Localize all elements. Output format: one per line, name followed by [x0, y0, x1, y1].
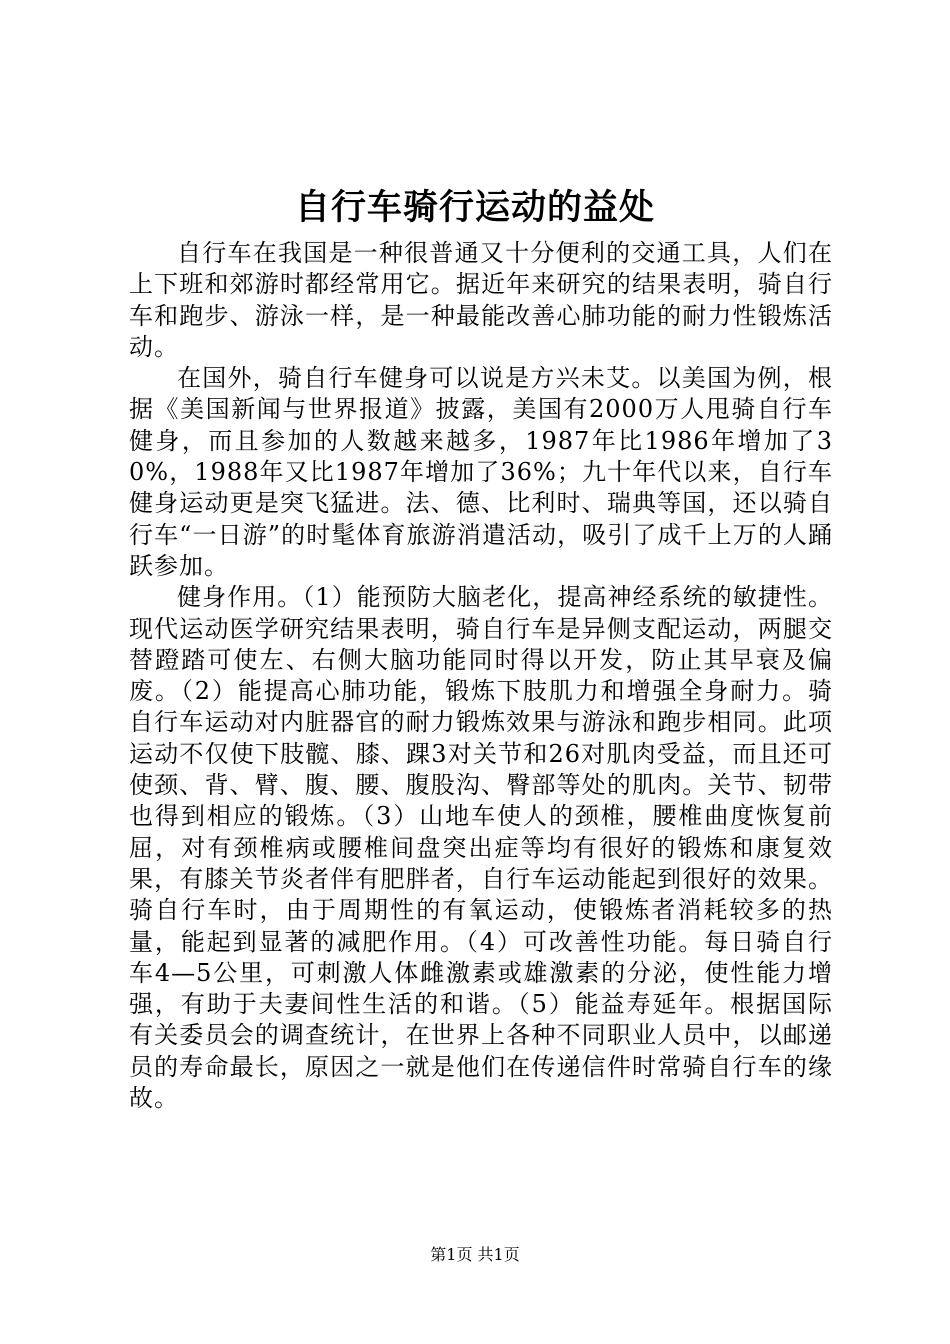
paragraph-intro: 自行车在我国是一种很普通又十分便利的交通工具，人们在上下班和郊游时都经常用它。据近年来研究的结果表明，骑自行车和跑步、游泳一样，是一种最能改善心肺功能的耐力性锻炼活动。: [129, 239, 833, 361]
document-body: [129, 238, 833, 1114]
paragraph-benefits: 健身作用。（1）能预防大脑老化，提高神经系统的敏捷性。现代运动医学研究结果表明，骑自行车是异侧支配运动，两腿交替蹬踏可使左、右侧大脑功能同时得以开发，防止其早衰及偏废。（2）能提高心肺功能，锻炼下肢肌力和增强全身耐力。骑自行车运动对内脏器官的耐力锻炼效果与游泳和跑步相同。此项运动不仅使下肢髋、膝、踝3对关节和26对肌肉受益，而且还可使颈、背、臂、腹、腰、腹股沟、臀部等处的肌肉。关节、韧带也得到相应的锻炼。（3）山地车使人的颈椎，腰椎曲度恢复前屈，对有颈椎病或腰椎间盘突出症等均有很好的锻炼和康复效果，有膝关节炎者伴有肥胖者，自行车运动能起到很好的效果。骑自行车时，由于周期性的有氧运动，使锻炼者消耗较多的热量，能起到显著的减肥作用。（4）可改善性功能。每日骑自行车4—5公里，可刺激人体雌激素或雄激素的分泌，使性能力增强，有助于夫妻间性生活的和谐。（5）能益寿延年。根据国际有关委员会的调查统计，在世界上各种不同职业人员中，以邮递员的寿命最长，原因之一就是他们在传递信件时常骑自行车的缘故。: [129, 583, 833, 1113]
paragraph-abroad: 在国外，骑自行车健身可以说是方兴未艾。以美国为例，根据《美国新闻与世界报道》披露，美国有2000万人甩骑自行车健身，而且参加的人数越来越多，1987年比1986年增加了30%，1988年又比1987年增加了36%；九十年代以来，自行车健身运动更是突飞猛进。法、德、比利时、瑞典等国，还以骑自行车“一日游”的时髦体育旅游消遣活动，吸引了成千上万的人踊跃参加。: [129, 364, 833, 580]
page-title: 自行车骑行运动的益处: [294, 188, 655, 228]
page-number: 第1页 共1页: [430, 1245, 520, 1264]
